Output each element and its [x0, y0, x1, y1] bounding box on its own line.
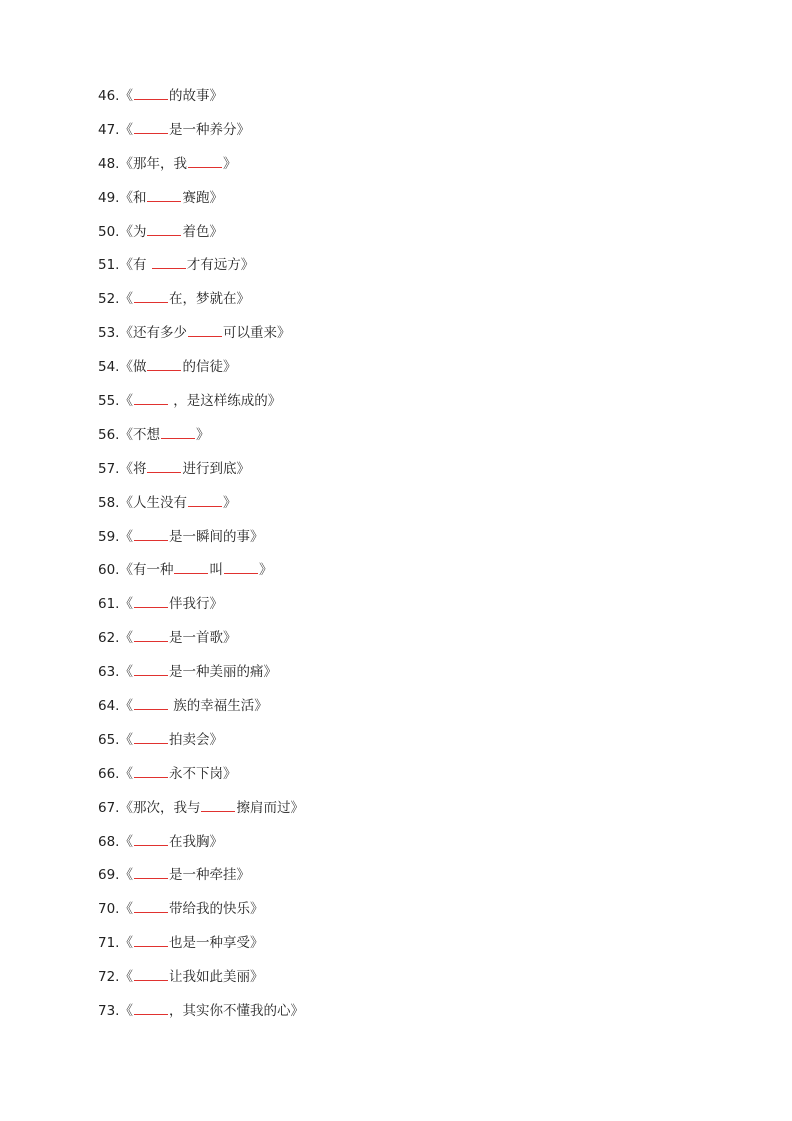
item-text: 》: [195, 426, 210, 443]
list-item: [98, 897, 304, 931]
item-number: 71.: [98, 935, 120, 952]
item-text: 是一种牵挂》: [168, 867, 250, 884]
list-item: [98, 965, 304, 999]
item-number: 47.: [98, 121, 120, 138]
item-number: 65.: [98, 731, 120, 748]
fill-blank: [134, 390, 168, 405]
list-item: [98, 558, 304, 592]
item-text: 《不想: [119, 426, 160, 443]
item-number: 68.: [98, 833, 120, 850]
fill-blank: [134, 763, 168, 778]
item-text: 《和: [119, 189, 147, 206]
fill-blank: [147, 458, 181, 473]
item-text: 》: [222, 155, 237, 172]
item-text: 《人生没有: [119, 494, 187, 511]
fill-blank: [188, 322, 222, 337]
fill-blank: [134, 85, 168, 100]
item-number: 48.: [98, 155, 120, 172]
item-text: 《: [119, 528, 133, 545]
title-blank-list: [98, 84, 304, 1033]
item-number: 63.: [98, 664, 120, 681]
item-text: 着色》: [182, 223, 223, 240]
item-text: 《那年，我: [119, 155, 187, 172]
item-text: 族的幸福生活》: [168, 698, 268, 715]
item-text: 《有一种: [119, 562, 174, 579]
item-text: 是一种美丽的痛》: [168, 664, 277, 681]
fill-blank: [134, 288, 168, 303]
item-text: 》: [258, 562, 273, 579]
fill-blank: [147, 187, 181, 202]
item-text: 可以重来》: [222, 325, 291, 342]
item-text: ，是这样练成的》: [168, 393, 282, 410]
item-text: 《: [119, 969, 133, 986]
item-text: 《: [119, 901, 133, 918]
item-text: 在我胸》: [168, 833, 223, 850]
item-number: 54.: [98, 359, 120, 376]
item-number: 49.: [98, 189, 120, 206]
item-number: 64.: [98, 698, 120, 715]
item-text: 《: [119, 291, 133, 308]
item-text: 《: [119, 867, 133, 884]
list-item: [98, 796, 304, 830]
item-number: 55.: [98, 393, 120, 410]
fill-blank: [134, 695, 168, 710]
list-item: [98, 592, 304, 626]
fill-blank: [188, 153, 222, 168]
item-text: 叫: [209, 562, 223, 579]
item-text: 带给我的快乐》: [168, 901, 264, 918]
item-text: 《为: [119, 223, 147, 240]
item-text: 》: [222, 494, 237, 511]
item-number: 59.: [98, 528, 120, 545]
item-number: 56.: [98, 426, 120, 443]
list-item: [98, 457, 304, 491]
list-item: [98, 999, 304, 1033]
fill-blank: [152, 254, 186, 269]
item-number: 73.: [98, 1003, 120, 1020]
item-text: 《: [119, 1003, 133, 1020]
item-number: 66.: [98, 765, 120, 782]
list-item: [98, 220, 304, 254]
fill-blank: [134, 932, 168, 947]
list-item: [98, 389, 304, 423]
list-item: [98, 728, 304, 762]
item-text: 《做: [119, 359, 147, 376]
list-item: [98, 355, 304, 389]
item-text: 才有远方》: [186, 257, 255, 274]
item-text: 永不下岗》: [168, 765, 237, 782]
fill-blank: [134, 627, 168, 642]
item-text: 让我如此美丽》: [168, 969, 264, 986]
fill-blank: [134, 661, 168, 676]
item-number: 72.: [98, 969, 120, 986]
list-item: [98, 863, 304, 897]
list-item: [98, 762, 304, 796]
list-item: [98, 186, 304, 220]
fill-blank: [134, 593, 168, 608]
item-number: 53.: [98, 325, 120, 342]
item-number: 67.: [98, 799, 120, 816]
item-text: 是一瞬间的事》: [168, 528, 264, 545]
item-text: 进行到底》: [182, 460, 250, 477]
fill-blank: [147, 221, 181, 236]
item-number: 61.: [98, 596, 120, 613]
fill-blank: [134, 898, 168, 913]
fill-blank: [134, 119, 168, 134]
item-text: 擦肩而过》: [236, 799, 304, 816]
item-text: 《: [119, 121, 133, 138]
list-item: [98, 931, 304, 965]
item-text: 是一种养分》: [168, 121, 250, 138]
list-item: [98, 660, 304, 694]
item-text: 《: [119, 833, 133, 850]
item-text: 在，梦就在》: [168, 291, 250, 308]
item-text: 的故事》: [168, 88, 223, 104]
item-number: 52.: [98, 291, 120, 308]
item-text: 《: [119, 731, 133, 748]
fill-blank: [147, 356, 181, 371]
item-text: 的信徒》: [182, 359, 237, 376]
item-number: 69.: [98, 867, 120, 884]
item-text: ，其实你不懂我的心》: [168, 1003, 304, 1020]
list-item: [98, 423, 304, 457]
item-text: 《将: [119, 460, 147, 477]
list-item: [98, 84, 304, 118]
list-item: [98, 118, 304, 152]
item-text: 《: [119, 630, 133, 647]
item-text: 《: [119, 698, 133, 715]
item-number: 50.: [98, 223, 120, 240]
fill-blank: [134, 1000, 168, 1015]
list-item: [98, 287, 304, 321]
item-text: 《: [119, 393, 133, 410]
list-item: [98, 830, 304, 864]
item-number: 58.: [98, 494, 120, 511]
fill-blank: [161, 424, 195, 439]
item-text: 《那次，我与: [119, 799, 201, 816]
list-item: [98, 694, 304, 728]
list-item: [98, 152, 304, 186]
item-number: 57.: [98, 460, 120, 477]
list-item: [98, 491, 304, 525]
fill-blank: [188, 492, 222, 507]
item-text: 拍卖会》: [168, 731, 223, 748]
fill-blank: [174, 559, 208, 574]
item-text: 《还有多少: [119, 325, 187, 342]
fill-blank: [134, 966, 168, 981]
item-text: 赛跑》: [182, 189, 223, 206]
fill-blank: [224, 559, 258, 574]
item-number: 46.: [98, 88, 120, 104]
item-text: 《有: [119, 257, 151, 274]
fill-blank: [201, 797, 235, 812]
item-number: 51.: [98, 257, 120, 274]
list-item: [98, 525, 304, 559]
item-number: 62.: [98, 630, 120, 647]
item-number: 70.: [98, 901, 120, 918]
item-text: 是一首歌》: [168, 630, 237, 647]
item-text: 伴我行》: [168, 596, 223, 613]
fill-blank: [134, 526, 168, 541]
item-text: 《: [119, 596, 133, 613]
list-item: [98, 321, 304, 355]
item-number: 60.: [98, 562, 120, 579]
list-item: [98, 253, 304, 287]
fill-blank: [134, 864, 168, 879]
item-text: 也是一种享受》: [168, 935, 264, 952]
item-text: 《: [119, 765, 133, 782]
item-text: 《: [119, 88, 133, 104]
item-text: 《: [119, 935, 133, 952]
list-item: [98, 626, 304, 660]
fill-blank: [134, 831, 168, 846]
fill-blank: [134, 729, 168, 744]
item-text: 《: [119, 664, 133, 681]
